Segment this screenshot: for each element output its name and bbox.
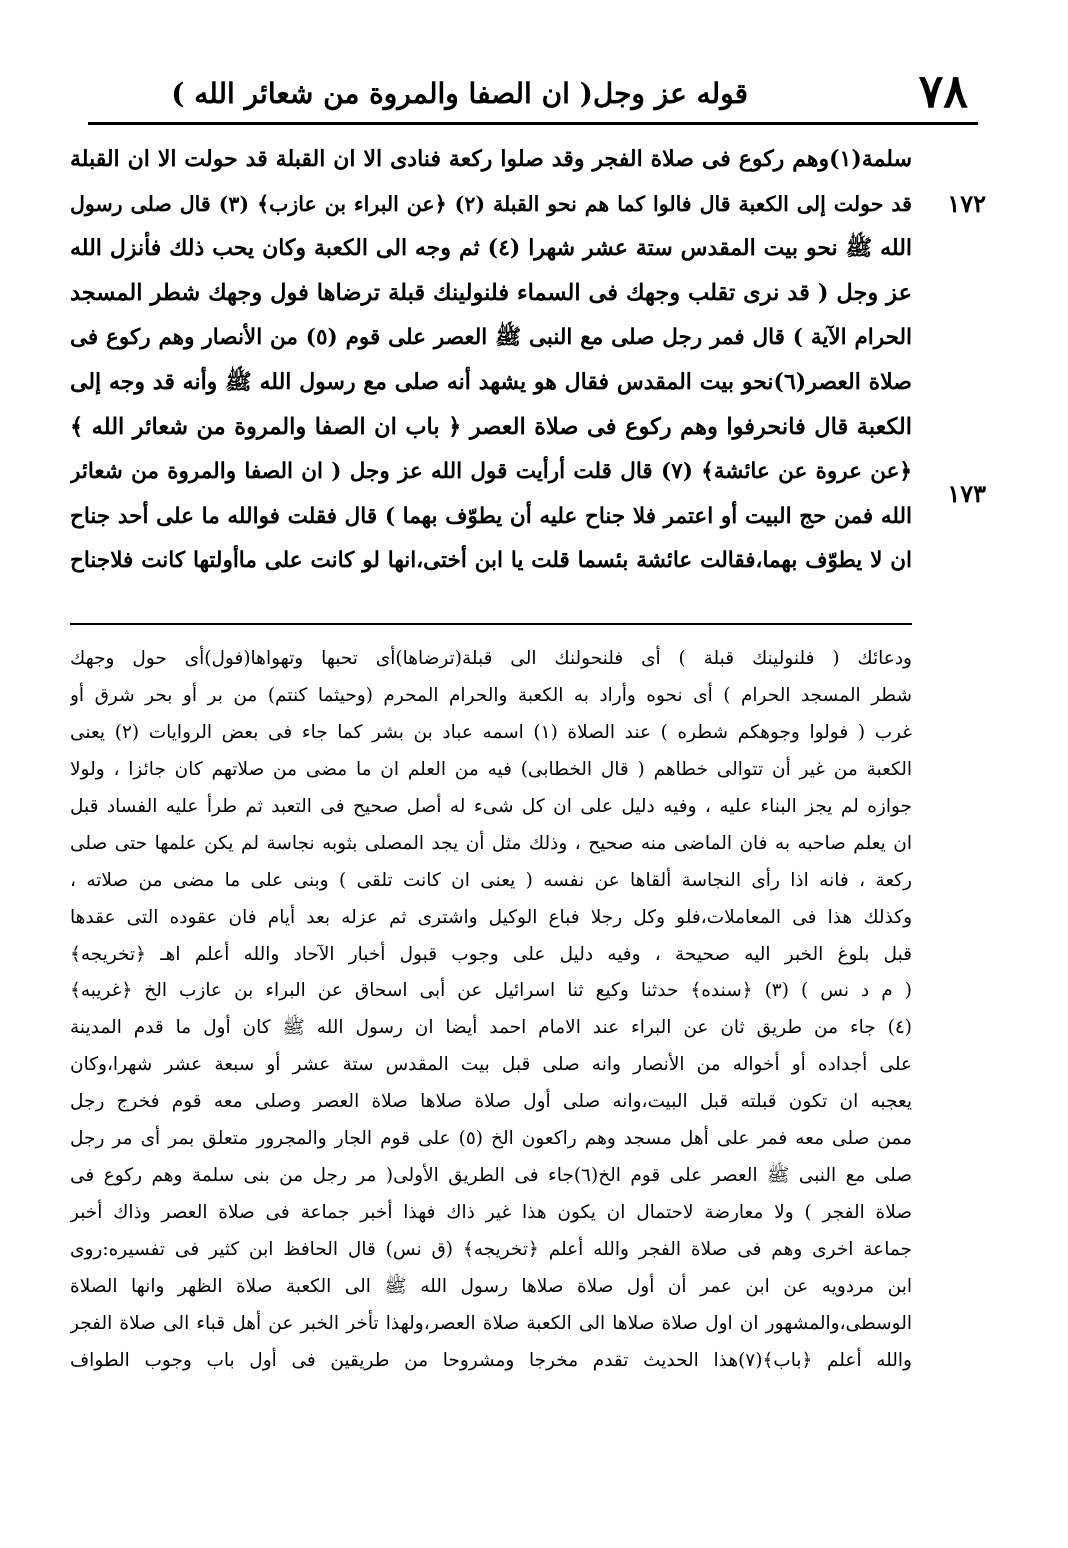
footnote-line: (٤) جاء من طريق ثان عن البراء عند الامام احمد أيضا ان رسول الله ﷺ كان أول ما قدم المدينة bbox=[70, 1017, 912, 1039]
main-text-line: الله ﷺ نحو بيت المقدس ستة عشر شهرا (٤) ثم وجه الى الكعبة وكان يحب ذلك فأنزل الله bbox=[70, 235, 912, 262]
main-text-line: صلاة العصر(٦)نحو بيت المقدس فقال هو يشهد أنه صلى مع رسول الله ﷺ وأنه قد وجه إلى bbox=[70, 369, 912, 396]
footnote-line: وكذلك هذا فى المعاملات،فلو وكل رجلا فباع الوكيل واشترى ثم عزله بعد أيام فان عقوده التى عقدها bbox=[70, 906, 912, 928]
footnotes-body bbox=[70, 641, 912, 1380]
hadith-number-172: ١٧٢ bbox=[947, 188, 986, 218]
main-text-line: قد حولت إلى الكعبة قال فالوا كما هم نحو القبلة (٢) ﴿عن البراء بن عازب﴾ (٣) قال صلى رسول bbox=[70, 191, 912, 216]
hadith-number-173: ١٧٣ bbox=[947, 479, 986, 509]
main-text-line: الحرام الآية ) قال فمر رجل صلى مع النبى ﷺ العصر على قوم (٥) من الأنصار وهم ركوع فى bbox=[70, 324, 912, 350]
footnote-line: ممن صلى معه فمر على أهل مسجد وهم راكعون الخ (٥) على قوم الجار والمجرور متعلق بمر أى مر رجل bbox=[70, 1128, 912, 1150]
footnote-line: قبل بلوغ الخبر اليه صحيحة ، وفيه دليل على وجوب قبول أخبار الآحاد والله أعلم اهـ ﴿تخريجه﴾ bbox=[70, 943, 912, 965]
footnote-line: الوسطى،والمشهور ان اول صلاة صلاها الى الكعبة صلاة العصر،ولهذا تأخر الخبر عن أهل قباء الى صلاة الفجر bbox=[70, 1312, 912, 1334]
footnote-line: جوازه لم يجز البناء عليه ، وفيه دليل على ان كل شىء له أصل صحيح فى التعبد ثم طرأ عليه الفساد قبل bbox=[70, 795, 912, 817]
main-text-line: ﴿عن عروة عن عائشة﴾ (٧) قال قلت أرأيت قول الله عز وجل ( ان الصفا والمروة من شعائر bbox=[70, 458, 912, 484]
main-text-line: الله فمن حج البيت أو اعتمر فلا جناح عليه أن يطوّف بهما ) قال فقلت فوالله ما على أحد جناح bbox=[70, 503, 912, 529]
running-title: قوله عز وجل( ان الصفا والمروة من شعائر الله ) bbox=[171, 77, 748, 110]
main-text-body bbox=[70, 137, 912, 584]
main-text-line: الكعبة قال فانحرفوا وهم ركوع فى صلاة العصر ﴿ باب ان الصفا والمروة من شعائر الله ﴾ bbox=[70, 414, 912, 441]
footnote-line: ( م د نس ) (٣) ﴿سنده﴾ حدثنا وكيع ثنا اسرائيل عن أبى اسحاق عن البراء بن عازب الخ ﴿غريبه﴾ bbox=[70, 980, 912, 1002]
main-text-line: ان لا يطوّف بهما،فقالت عائشة بئسما قلت يا ابن أختى،انها لو كانت على ماأولتها كانت فلاجناح bbox=[70, 548, 912, 574]
footnote-line: يعجبه ان تكون قبلته قبل البيت،وانه صلى أول صلاة صلاها صلاة العصر وصلى معه قوم فخرج رجل bbox=[70, 1091, 912, 1113]
footnote-line: ودعائك ( فلنولينك قبلة ) أى فلنحولنك الى قبلة(ترضاها)أى تحبها وتهواها(فول)أى حول وجهك bbox=[70, 648, 912, 669]
page-number: ٧٨ bbox=[918, 64, 968, 118]
footnote-line: صلاة الفجر ) ولا معارضة لاحتمال ان يكون هذا غير ذاك فهذا أخبر جماعة فى صلاة العصر وذاك أخبر bbox=[70, 1202, 912, 1224]
footnote-line: ابن مردويه عن ابن عمر أن أول صلاة صلاها رسول الله ﷺ الى الكعبة صلاة الظهر وانها الصلاة bbox=[70, 1275, 912, 1297]
footnote-line: جماعة اخرى وهم فى صلاة الفجر والله أعلم ﴿تخريجه﴾ (ق نس) قال الحافظ ابن كثير فى تفسيره:روى bbox=[70, 1239, 912, 1260]
main-text-line: سلمة(١)وهم ركوع فى صلاة الفجر وقد صلوا ركعة فنادى الا ان القبلة قد حولت الا ان القبلة bbox=[70, 146, 912, 172]
footnote-line: ان يعلم صاحبه به فان الماضى منه صحيح ، وذلك مثل أن يجد المصلى بثوبه نجاسة لم يكن علمها حتى صلى bbox=[70, 832, 912, 854]
footnote-line: الكعبة من غير أن تتوالى خطاهم ( قال الخطابى) فيه من العلم ان ما مضى من صلاتهم كان جائزا ، ولولا bbox=[70, 758, 912, 780]
footnote-line: والله أعلم ﴿باب﴾(٧)هذا الحديث تقدم مخرجا ومشروحا من طريقين فى أول باب وجوب الطواف bbox=[70, 1349, 912, 1371]
main-text-line: عز وجل ( قد نرى تقلب وجهك فى السماء فلنولينك قبلة ترضاها فول وجهك شطر المسجد bbox=[70, 280, 912, 307]
footnote-line: غرب ( فولوا وجوهكم شطره ) عند الصلاة (١) اسمه عباد بن بشر كما جاء فى بعض الروايات (٢) يعنى bbox=[70, 721, 912, 743]
footnote-line: شطر المسجد الحرام ) أى نحوه وأراد به الكعبة والحرام المحرم (وحيثما كنتم) من بر أو بحر شرق أو bbox=[70, 684, 912, 706]
footnote-line: على أجداده أو أخواله من الأنصار وانه صلى قبل بيت المقدس ستة عشر أو سبعة عشر شهرا،وكان bbox=[70, 1054, 912, 1076]
header-divider bbox=[88, 122, 978, 125]
footnote-divider bbox=[70, 623, 912, 625]
footnote-line: صلى مع النبى ﷺ العصر على قوم الخ(٦)جاء فى الطريق الأولى( مر رجل من بنى سلمة وهم ركوع فى bbox=[70, 1165, 912, 1187]
page-header bbox=[88, 62, 978, 122]
footnote-line: ركعة ، فانه اذا رأى النجاسة ألقاها عن نفسه ( يعنى ان كانت تلقى ) وبنى على ما مضى من صلاته ، bbox=[70, 869, 912, 891]
